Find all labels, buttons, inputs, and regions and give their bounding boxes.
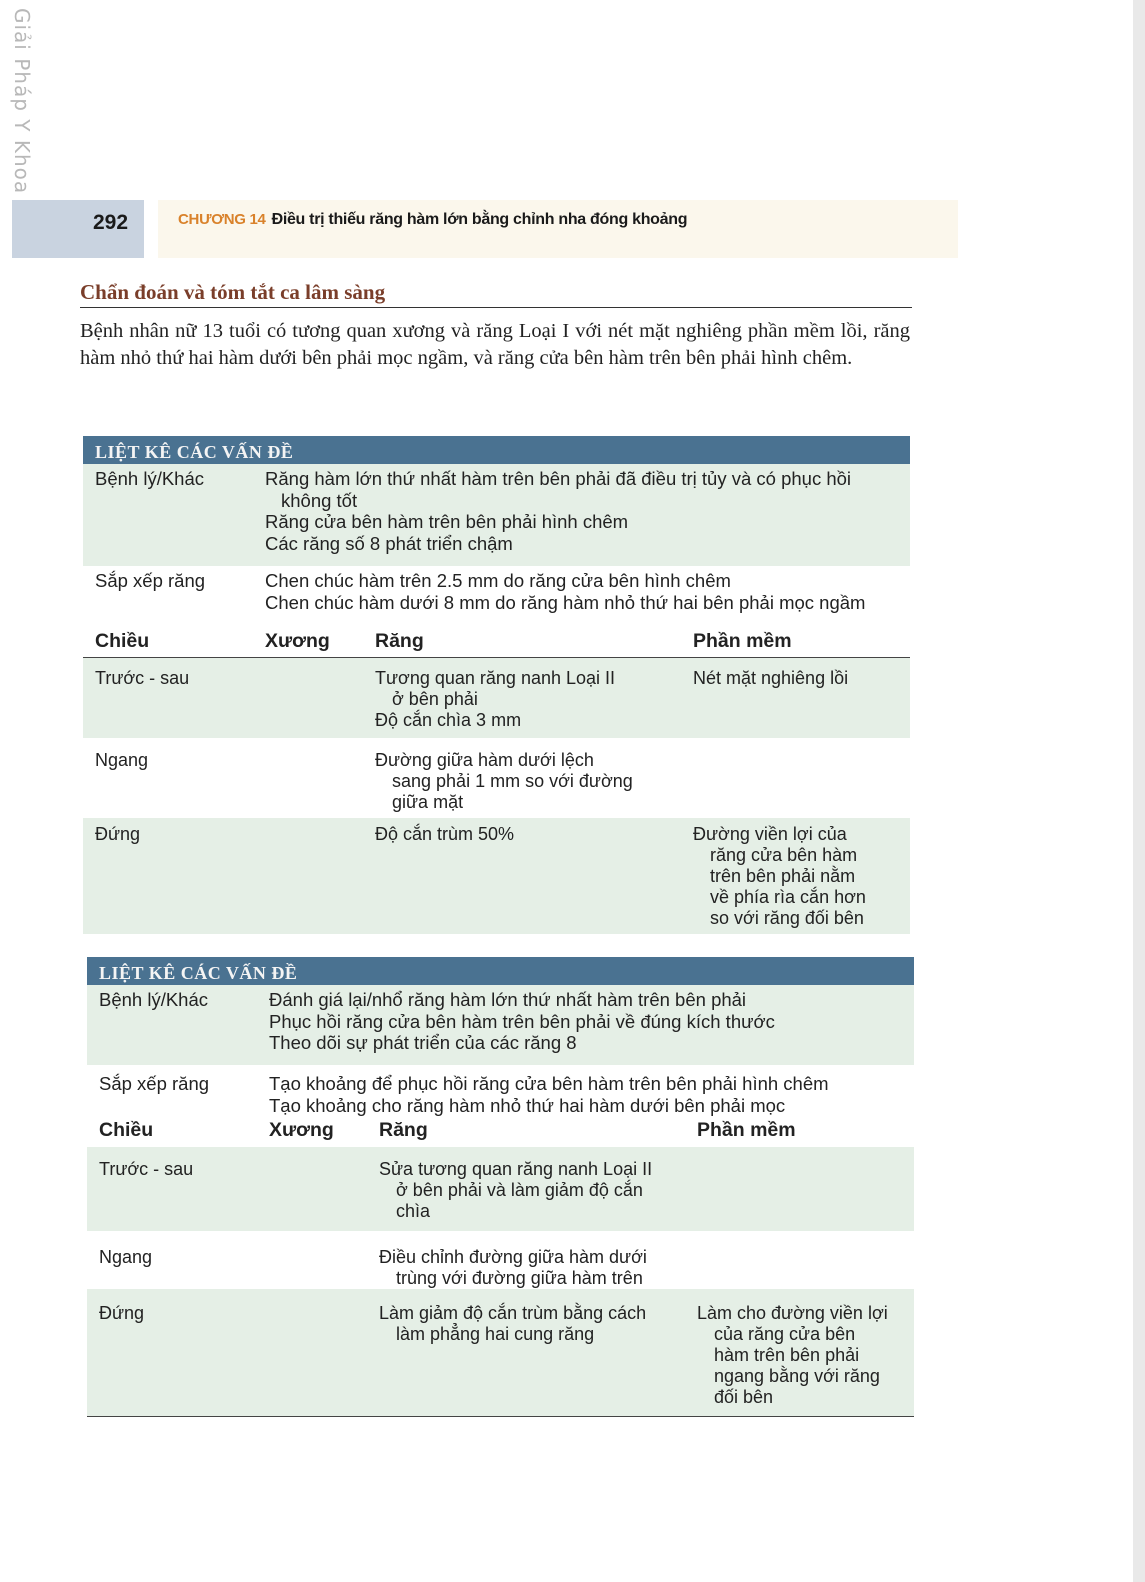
cell-line: Điều chỉnh đường giữa hàm dưới — [379, 1247, 647, 1267]
cell-line: ở bên phải và làm giảm độ cắn — [396, 1180, 643, 1200]
alignment-label: Sắp xếp răng — [95, 570, 206, 591]
row-skeletal — [265, 668, 375, 738]
row-dental — [379, 1247, 697, 1289]
cell-line: Đường giữa hàm dưới lệch — [375, 750, 594, 770]
table-header — [87, 1117, 914, 1147]
cell-line: trùng với đường giữa hàm trên — [396, 1268, 643, 1288]
goals-list-title: LIỆT KÊ CÁC VẤN ĐỀ — [87, 957, 914, 985]
cell-line: sang phải 1 mm so với đường — [392, 771, 633, 791]
pathology-label: Bệnh lý/Khác — [95, 468, 205, 489]
col-header-skeletal: Xương — [269, 1119, 334, 1141]
cell-line: làm phẳng hai cung răng — [396, 1324, 595, 1344]
cell-line: của răng cửa bên — [714, 1324, 856, 1344]
pathology-items — [265, 468, 910, 566]
row-dental — [375, 668, 693, 738]
cell-line: trên bên phải nằm — [710, 866, 856, 886]
cell-line: ở bên phải — [392, 689, 478, 709]
list-item: Chen chúc hàm dưới 8 mm do răng hàm nhỏ thứ hai bên phải mọc ngầm — [265, 591, 866, 613]
cell-line: Độ cắn chìa 3 mm — [375, 710, 522, 730]
cell-line: Độ cắn trùm 50% — [375, 824, 515, 844]
problem-list-box — [83, 436, 910, 934]
col-header-dimension: Chiều — [95, 630, 150, 652]
problem-list-title: LIỆT KÊ CÁC VẤN ĐỀ — [83, 436, 910, 464]
goals-list-box — [87, 957, 914, 1417]
alignment-row — [83, 566, 910, 624]
table-row — [87, 1289, 914, 1417]
cell-line: Sửa tương quan răng nanh Loại II — [379, 1159, 653, 1179]
row-dental — [375, 824, 693, 934]
row-soft-tissue — [697, 1303, 914, 1416]
col-header-dental: Răng — [375, 630, 424, 652]
col-header-dental: Răng — [379, 1119, 428, 1141]
row-skeletal — [269, 1247, 379, 1289]
cell-line: ngang bằng với răng — [714, 1366, 880, 1386]
cell-line: giữa mặt — [392, 792, 464, 812]
cell-line: Làm cho đường viền lợi — [697, 1303, 888, 1323]
row-dimension: Đứng — [95, 824, 141, 844]
col-header-dimension: Chiều — [99, 1119, 154, 1141]
cell-line: hàm trên bên phải — [714, 1345, 860, 1365]
row-skeletal — [265, 750, 375, 818]
page-number: 292 — [93, 211, 129, 234]
row-dimension: Ngang — [95, 750, 149, 770]
pathology-items — [269, 989, 914, 1065]
scan-edge — [1133, 0, 1145, 1582]
list-item: Đánh giá lại/nhổ răng hàm lớn thứ nhất hàm trên bên phải — [269, 989, 747, 1010]
col-header-skeletal: Xương — [265, 630, 330, 652]
list-item: Tạo khoảng cho răng hàm nhỏ thứ hai hàm dưới bên phải mọc — [269, 1094, 786, 1116]
row-soft-tissue — [693, 750, 910, 818]
col-header-soft-tissue: Phần mềm — [693, 630, 792, 652]
row-soft-tissue — [693, 668, 910, 738]
row-skeletal — [269, 1303, 379, 1416]
row-dimension: Trước - sau — [99, 1159, 194, 1179]
table-row — [87, 1231, 914, 1289]
cell-line: chìa — [396, 1201, 431, 1221]
alignment-items — [265, 570, 910, 624]
alignment-label: Sắp xếp răng — [99, 1073, 210, 1094]
list-item: Theo dõi sự phát triển của các răng 8 — [269, 1032, 577, 1053]
cell-line: so với răng đối bên — [710, 908, 864, 928]
chapter-header — [178, 211, 687, 229]
pathology-label: Bệnh lý/Khác — [99, 989, 209, 1010]
row-dental — [375, 750, 693, 818]
table-header — [83, 624, 910, 658]
cell-line: Làm giảm độ cắn trùm bằng cách — [379, 1303, 647, 1323]
cell-line: Đường viền lợi của — [693, 824, 847, 844]
table-row — [83, 738, 910, 818]
chapter-label: CHƯƠNG 14 — [178, 211, 266, 228]
table-row — [83, 818, 910, 934]
cell-line: Nét mặt nghiêng lồi — [693, 668, 849, 688]
cell-line: về phía rìa cắn hơn — [710, 887, 866, 907]
chapter-title: Điều trị thiếu răng hàm lớn bằng chỉnh nha đóng khoảng — [271, 211, 688, 228]
list-item: không tốt — [281, 489, 358, 511]
row-skeletal — [269, 1159, 379, 1231]
row-soft-tissue — [697, 1247, 914, 1289]
table-row — [83, 658, 910, 738]
row-dental — [379, 1159, 697, 1231]
row-soft-tissue — [693, 824, 910, 934]
list-item: Chen chúc hàm trên 2.5 mm do răng cửa bên hình chêm — [265, 570, 731, 591]
row-dimension: Ngang — [99, 1247, 153, 1267]
list-item: Tạo khoảng để phục hồi răng cửa bên hàm trên bên phải hình chêm — [269, 1073, 829, 1094]
section-heading: Chẩn đoán và tóm tắt ca lâm sàng — [80, 280, 912, 308]
watermark-text: Giải Pháp Y Khoa — [10, 8, 34, 195]
alignment-row — [87, 1065, 914, 1117]
row-dental — [379, 1303, 697, 1416]
list-item: Răng cửa bên hàm trên bên phải hình chêm — [265, 511, 629, 532]
cell-line: răng cửa bên hàm — [710, 845, 858, 865]
row-dimension: Trước - sau — [95, 668, 190, 688]
alignment-items — [269, 1073, 914, 1117]
cell-line: đối bên — [714, 1387, 774, 1407]
row-dimension: Đứng — [99, 1303, 145, 1323]
row-soft-tissue — [697, 1159, 914, 1231]
list-item: Các răng số 8 phát triển chậm — [265, 532, 513, 554]
pathology-row — [87, 985, 914, 1065]
cell-line: Tương quan răng nanh Loại II — [375, 668, 616, 688]
col-header-soft-tissue: Phần mềm — [697, 1119, 796, 1141]
pathology-row — [83, 464, 910, 566]
intro-paragraph: Bệnh nhân nữ 13 tuổi có tương quan xương và răng Loại I với nét mặt nghiêng phần mềm lồi, răng hàm nhỏ thứ hai hàm dưới bên phải mọc ngầm, và răng cửa bên hàm trên bên phải hình chêm. — [80, 320, 910, 369]
list-item: Răng hàm lớn thứ nhất hàm trên bên phải đã điều trị tủy và có phục hồi — [265, 468, 852, 489]
header-band — [158, 200, 958, 258]
row-skeletal — [265, 824, 375, 934]
list-item: Phục hồi răng cửa bên hàm trên bên phải về đúng kích thước — [269, 1010, 775, 1032]
table-row — [87, 1147, 914, 1231]
